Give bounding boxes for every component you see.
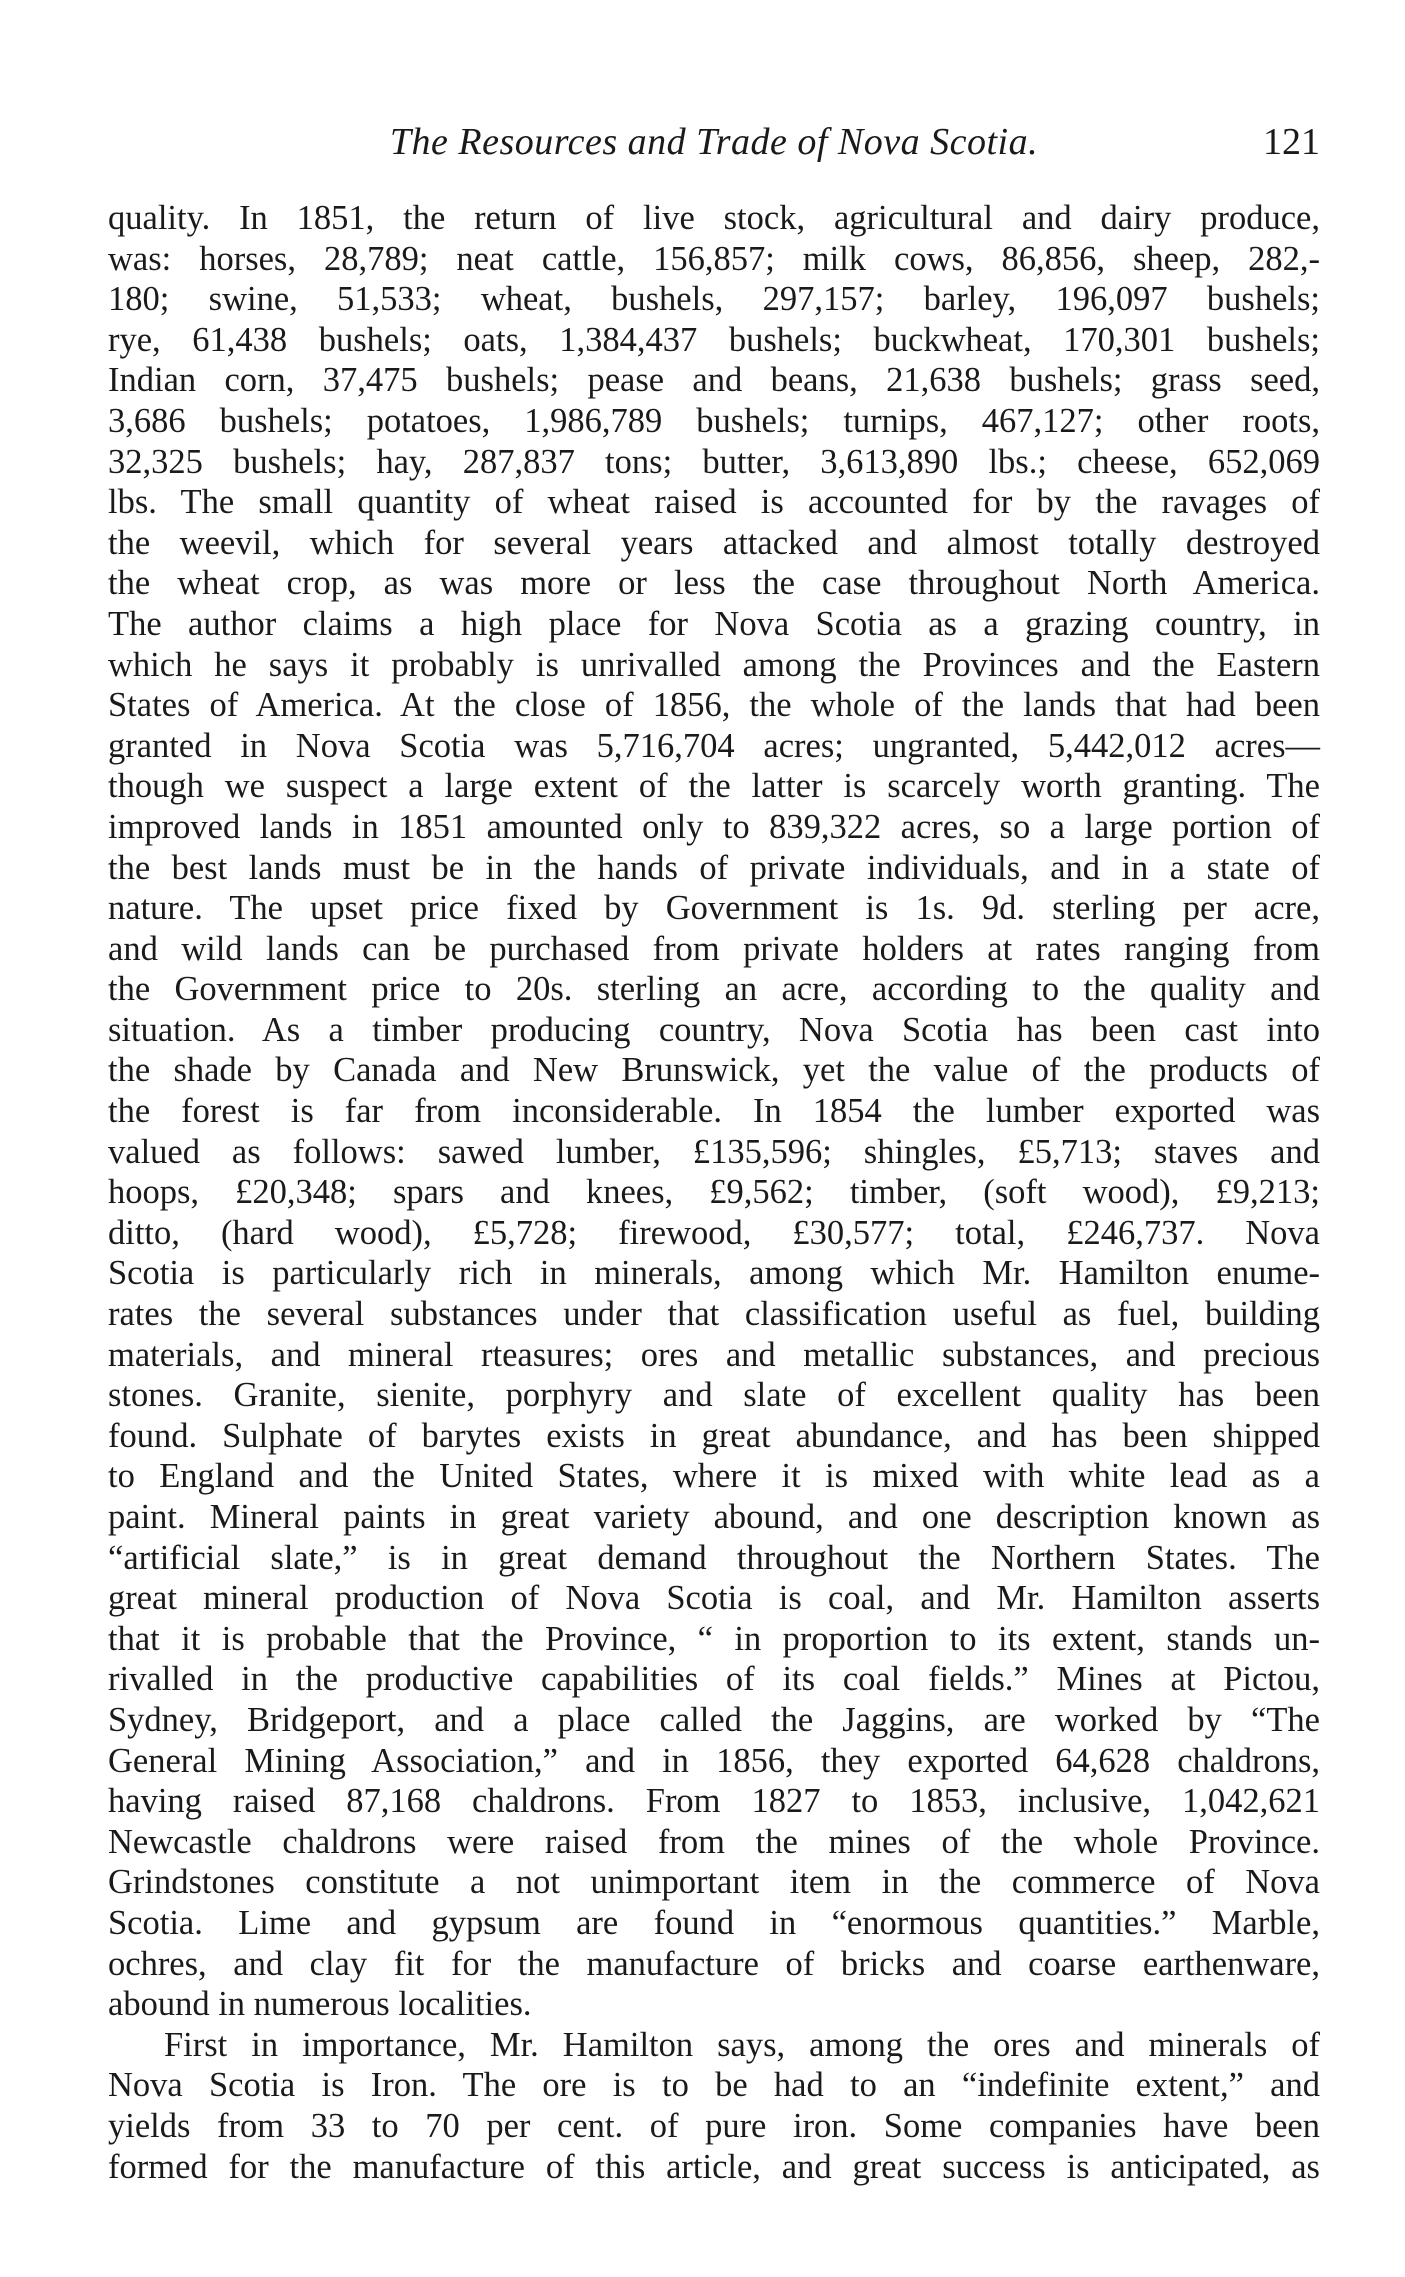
text-line: Scotia is particularly rich in minerals, among which Mr. Hamilton enume-	[108, 1254, 1320, 1293]
text-line: formed for the manufacture of this article, and great success is anticipated, as	[108, 2147, 1320, 2186]
text-line: Nova Scotia is Iron. The ore is to be had to an “indefinite extent,” and	[108, 2066, 1320, 2105]
text-line: 180; swine, 51,533; wheat, bushels, 297,157; barley, 196,097 bushels;	[108, 280, 1320, 319]
text-line: the forest is far from inconsiderable. In 1854 the lumber exported was	[108, 1092, 1320, 1131]
running-head	[108, 120, 1320, 176]
text-line: granted in Nova Scotia was 5,716,704 acres; ungranted, 5,442,012 acres—	[108, 726, 1320, 765]
document-page	[108, 120, 1320, 2187]
text-line: 32,325 bushels; hay, 287,837 tons; butter, 3,613,890 lbs.; cheese, 652,069	[108, 442, 1320, 481]
text-line: The author claims a high place for Nova Scotia as a grazing country, in	[108, 604, 1320, 643]
text-line: Newcastle chaldrons were raised from the mines of the whole Province.	[108, 1822, 1320, 1861]
text-line: nature. The upset price fixed by Government is 1s. 9d. sterling per acre,	[108, 889, 1320, 928]
text-line: 3,686 bushels; potatoes, 1,986,789 bushels; turnips, 467,127; other roots,	[108, 401, 1320, 440]
text-line: that it is probable that the Province, “ in proportion to its extent, stands un-	[108, 1619, 1320, 1658]
text-line: rye, 61,438 bushels; oats, 1,384,437 bushels; buckwheat, 170,301 bushels;	[108, 320, 1320, 359]
text-line: rivalled in the productive capabilities of its coal fields.” Mines at Pictou,	[108, 1660, 1320, 1699]
body-text	[108, 198, 1320, 2187]
text-line: General Mining Association,” and in 1856, they exported 64,628 chaldrons,	[108, 1741, 1320, 1780]
paragraph	[108, 198, 1320, 2025]
text-line: abound in numerous localities.	[108, 1985, 532, 2024]
text-line: yields from 33 to 70 per cent. of pure iron. Some companies have been	[108, 2106, 1320, 2145]
paragraph	[108, 2025, 1320, 2187]
text-line: First in importance, Mr. Hamilton says, among the ores and minerals of	[164, 2025, 1320, 2064]
text-line: to England and the United States, where it is mixed with white lead as a	[108, 1457, 1320, 1496]
text-line: which he says it probably is unrivalled among the Provinces and the Eastern	[108, 645, 1320, 684]
text-line: great mineral production of Nova Scotia is coal, and Mr. Hamilton asserts	[108, 1579, 1320, 1618]
text-line: stones. Granite, sienite, porphyry and slate of excellent quality has been	[108, 1376, 1320, 1415]
text-line: and wild lands can be purchased from private holders at rates ranging from	[108, 929, 1320, 968]
text-line: quality. In 1851, the return of live stock, agricultural and dairy produce,	[108, 199, 1320, 237]
text-line: though we suspect a large extent of the latter is scarcely worth granting. The	[108, 767, 1320, 806]
text-line: the shade by Canada and New Brunswick, yet the value of the products of	[108, 1051, 1320, 1090]
text-line: the Government price to 20s. sterling an acre, according to the quality and	[108, 970, 1320, 1009]
text-line: having raised 87,168 chaldrons. From 1827 to 1853, inclusive, 1,042,621	[108, 1782, 1320, 1821]
running-title: The Resources and Trade of Nova Scotia.	[389, 121, 1039, 163]
text-line: valued as follows: sawed lumber, £135,596; shingles, £5,713; staves and	[108, 1132, 1320, 1171]
text-line: hoops, £20,348; spars and knees, £9,562; timber, (soft wood), £9,213;	[108, 1173, 1320, 1212]
text-line: Scotia. Lime and gypsum are found in “enormous quantities.” Marble,	[108, 1903, 1320, 1942]
text-line: the weevil, which for several years attacked and almost totally destroyed	[108, 523, 1320, 562]
text-line: lbs. The small quantity of wheat raised is accounted for by the ravages of	[108, 483, 1320, 522]
text-line: ochres, and clay fit for the manufacture of bricks and coarse earthenware,	[108, 1944, 1320, 1983]
text-line: Grindstones constitute a not unimportant item in the commerce of Nova	[108, 1863, 1320, 1902]
text-line: States of America. At the close of 1856, the whole of the lands that had been	[108, 686, 1320, 725]
text-line: the best lands must be in the hands of private individuals, and in a state of	[108, 848, 1320, 887]
text-line: was: horses, 28,789; neat cattle, 156,857; milk cows, 86,856, sheep, 282,-	[108, 239, 1320, 278]
text-line: “artificial slate,” is in great demand throughout the Northern States. The	[108, 1538, 1320, 1577]
text-line: situation. As a timber producing country, Nova Scotia has been cast into	[108, 1010, 1320, 1049]
text-line: Indian corn, 37,475 bushels; pease and beans, 21,638 bushels; grass seed,	[108, 361, 1320, 400]
text-line: ditto, (hard wood), £5,728; firewood, £30,577; total, £246,737. Nova	[108, 1213, 1320, 1252]
text-line: found. Sulphate of barytes exists in great abundance, and has been shipped	[108, 1416, 1320, 1455]
page-number: 121	[1263, 121, 1320, 163]
text-line: materials, and mineral rteasures; ores and metallic substances, and precious	[108, 1335, 1320, 1374]
text-line: improved lands in 1851 amounted only to 839,322 acres, so a large portion of	[108, 807, 1320, 846]
text-line: Sydney, Bridgeport, and a place called the Jaggins, are worked by “The	[108, 1700, 1320, 1739]
text-line: the wheat crop, as was more or less the case throughout North America.	[108, 564, 1320, 603]
text-line: rates the several substances under that classification useful as fuel, building	[108, 1295, 1320, 1334]
text-line: paint. Mineral paints in great variety abound, and one description known as	[108, 1498, 1320, 1536]
